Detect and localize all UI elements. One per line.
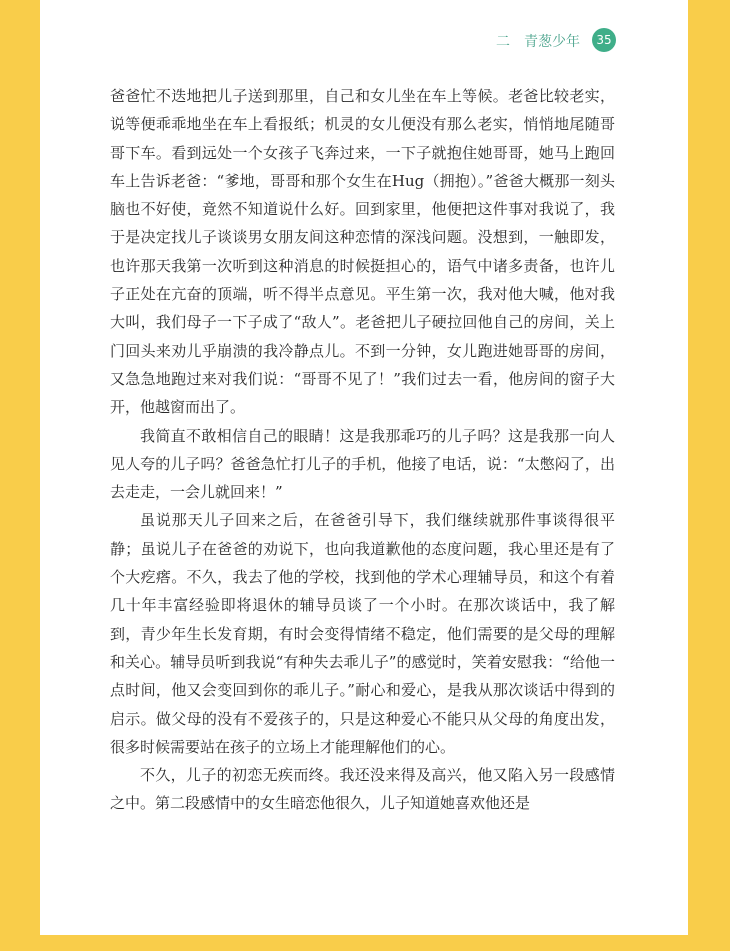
paragraph: 爸爸忙不迭地把儿子送到那里，自己和女儿坐在车上等候。老爸比较老实，说等便乖乖地坐在车上看报纸；机灵的女儿便没有那么老实，悄悄地尾随哥哥下车。看到远处一个女孩子飞奔过来，一下子就抱住她哥哥，她马上跑回车上告诉老爸：“爹地，哥哥和那个女生在Hug（拥抱）。”爸爸大概那一刻头脑也不好使，竟然不知道说什么好。回到家里，他便把这件事对我说了，我于是决定找儿子谈谈男女朋友间这种恋情的深浅问题。没想到，一触即发，也许那天我第一次听到这种消息的时候挺担心的，语气中诸多责备，也许儿子正处在亢奋的顶端，听不得半点意见。平生第一次，我对他大喊，他对我大叫，我们母子一下子成了“敌人”。老爸把儿子硬拉回他自己的房间，关上门回头来劝儿乎崩溃的我冷静点儿。不到一分钟，女儿跑进她哥哥的房间，又急急地跑过来对我们说：“哥哥不见了！”我们过去一看，他房间的窗子大开，他越窗而出了。: [110, 87, 615, 417]
chapter-title: 青葱少年: [524, 34, 580, 50]
book-page: [40, 0, 688, 935]
page-number-badge: 35: [592, 28, 616, 52]
running-header: [496, 31, 580, 51]
body-text: [110, 82, 615, 818]
paragraph: 我简直不敢相信自己的眼睛！这是我那乖巧的儿子吗？这是我那一向人见人夸的儿子吗？爸爸急忙打儿子的手机，他接了电话，说：“太憋闷了，出去走走，一会儿就回来！”: [110, 426, 615, 502]
chapter-mark: 二: [496, 34, 510, 50]
paragraph: 虽说那天儿子回来之后，在爸爸引导下，我们继续就那件事谈得很平静；虽说儿子在爸爸的劝说下，也向我道歉他的态度问题，我心里还是有了个大疙瘩。不久，我去了他的学校，找到他的学术心理辅导员，和这个有着几十年丰富经验即将退休的辅导员谈了一个小时。在那次谈话中，我了解到，青少年生长发育期，有时会变得情绪不稳定，他们需要的是父母的理解和关心。辅导员听到我说“有种失去乖儿子”的感觉时，笑着安慰我：“给他一点时间，他又会变回到你的乖儿子。”耐心和爱心，是我从那次谈话中得到的启示。做父母的没有不爱孩子的，只是这种爱心不能只从父母的角度出发，很多时候需要站在孩子的立场上才能理解他们的心。: [110, 511, 615, 756]
paragraph: 不久，儿子的初恋无疾而终。我还没来得及高兴，他又陷入另一段感情之中。第二段感情中的女生暗恋他很久，儿子知道她喜欢他还是: [110, 766, 615, 813]
